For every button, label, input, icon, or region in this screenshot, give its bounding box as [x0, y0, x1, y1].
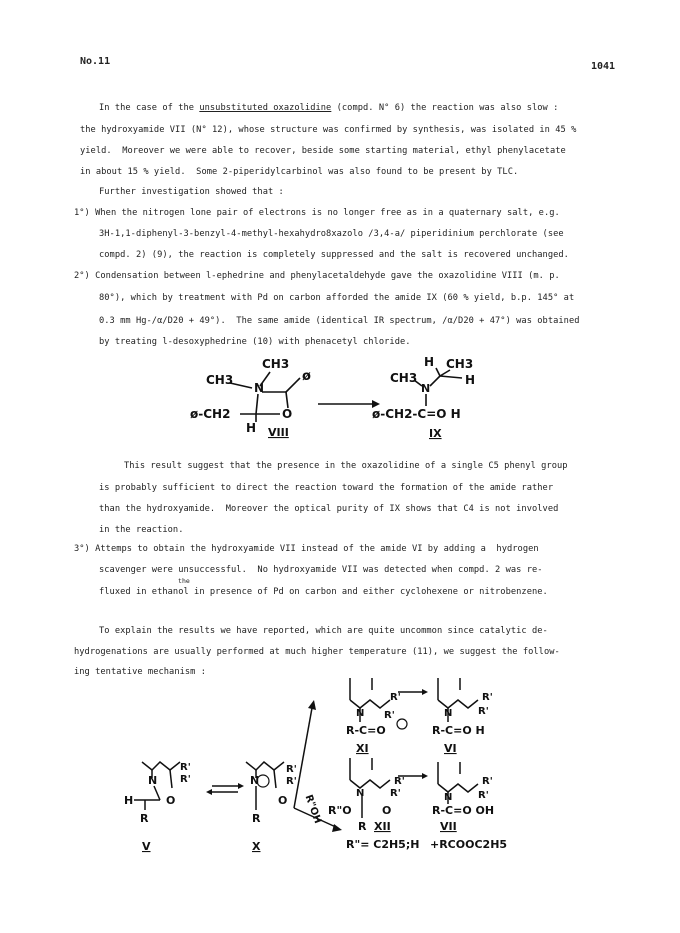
hydrogen-label: H: [246, 421, 257, 435]
r-prime-label: R': [286, 764, 297, 775]
text-line: 3°) Attemps to obtain the hydroxyamide VII instead of the amide VI by adding a hydrogen: [74, 544, 539, 554]
acyl-group-label: R-C=O H: [432, 724, 485, 737]
r-prime-label: R': [478, 706, 489, 717]
r-label: R: [358, 820, 367, 833]
alkoxy-label: R"O: [328, 804, 352, 817]
nitrogen-label: N: [250, 774, 260, 787]
compound-label-v: V: [142, 840, 151, 853]
ch3-label: CH3: [390, 371, 418, 385]
text-line: 0.3 mm Hg-/α/D20 + 49°). The same amide (identical IR spectrum, /α/D20 + 47°) was obtained: [99, 316, 580, 326]
text-line: To explain the results we have reported, which are quite uncommon since catalytic de-: [99, 626, 548, 636]
r-label: R: [140, 812, 149, 825]
text-line: Further investigation showed that :: [99, 187, 284, 197]
phenyl-methyl-label: ø-CH2: [190, 407, 231, 421]
text-line: This result suggest that the presence in the oxazolidine of a single C5 phenyl group: [124, 461, 568, 471]
text-line: 80°), which by treatment with Pd on carbon afforded the amide IX (60 % yield, b.p. 145° at: [99, 293, 575, 303]
text-line: fluxed in ethanol in presence of Pd on carbon and either cyclohexene or nitrobenzene.: [99, 587, 548, 597]
text-line: ing tentative mechanism :: [74, 667, 207, 677]
hydrogen-label: H: [124, 794, 134, 807]
text-line: hydrogenations are usually performed at much higher temperature (11), we suggest the follow-: [74, 647, 560, 657]
text-line: in about 15 % yield. Some 2-piperidylcarbinol was also found to be present by TLC.: [80, 167, 519, 177]
r-prime-label: R': [384, 710, 395, 721]
inserted-word: the: [178, 577, 190, 585]
text-line: In the case of the unsubstituted oxazolidine (compd. N° 6) the reaction was also slow :: [99, 103, 559, 113]
r-prime-label: R': [482, 776, 493, 787]
phenyl-label: ø: [302, 369, 311, 384]
compound-label-vi: VI: [444, 742, 457, 755]
reaction-scheme-viii-to-ix: [150, 352, 480, 444]
compound-label-ix: IX: [429, 427, 442, 440]
amide-chain-label: ø-CH2-C=O H: [372, 407, 461, 421]
compound-label-xi: XI: [356, 742, 369, 755]
r-prime-label: R': [394, 776, 405, 787]
acyl-group-label: R-C=O: [346, 724, 386, 737]
text-line: is probably sufficient to direct the reaction toward the formation of the amide rather: [99, 483, 554, 493]
oxygen-label: O: [282, 407, 293, 421]
text-line: yield. Moreover we were able to recover, beside some starting material, ethyl phenylacetate: [80, 146, 566, 156]
text-line: in the reaction.: [99, 525, 184, 535]
nitrogen-label: N: [356, 708, 365, 719]
mechanism-scheme: [120, 678, 550, 928]
text-line: 1°) When the nitrogen lone pair of electrons is no longer free as in a quaternary salt, e.g.: [74, 208, 560, 218]
nitrogen-label: N: [254, 381, 265, 395]
text-line: compd. 2) (9), the reaction is completely suppressed and the salt is recovered unchanged.: [99, 250, 569, 260]
text-line: 2°) Condensation between l-ephedrine and phenylacetaldehyde gave the oxazolidine VIII (m. p.: [74, 271, 560, 281]
ch3-label: CH3: [262, 357, 290, 371]
oxygen-label: O: [382, 804, 392, 817]
text-line: scavenger were unsuccessful. No hydroxyamide VII was detected when compd. 2 was re-: [99, 565, 543, 575]
nitrogen-label: N: [444, 792, 453, 803]
text-line: by treating l-desoxyphedrine (10) with phenacetyl chloride.: [99, 337, 411, 347]
nitrogen-label: N: [444, 708, 453, 719]
compound-label-vii: VII: [440, 820, 457, 833]
nitrogen-label: N: [421, 382, 431, 395]
page-number: 1041: [591, 61, 616, 72]
ch3-label: CH3: [446, 357, 474, 371]
hydrogen-label: H: [465, 373, 476, 387]
oxygen-label: O: [166, 794, 176, 807]
r-prime-label: R': [286, 776, 297, 787]
text-line: the hydroxyamide VII (N° 12), whose structure was confirmed by synthesis, was isolated in 45 %: [80, 125, 577, 135]
text-line: than the hydroxyamide. Moreover the optical purity of IX shows that C4 is not involved: [99, 504, 559, 514]
r-prime-label: R': [390, 788, 401, 799]
r-prime-label: R': [390, 692, 401, 703]
r-prime-label: R': [482, 692, 493, 703]
r-prime-label: R': [180, 762, 191, 773]
hydrogen-label: H: [424, 355, 435, 369]
ch3-label: CH3: [206, 373, 234, 387]
compound-label-x: X: [252, 840, 261, 853]
compound-label-xii: XII: [374, 820, 391, 833]
r-prime-label: R': [478, 790, 489, 801]
oxygen-label: O: [278, 794, 288, 807]
acyl-group-label: R-C=O OH: [432, 804, 495, 817]
nitrogen-label: N: [356, 788, 365, 799]
ester-byproduct-label: +RCOOC2H5: [430, 838, 508, 851]
compound-label-viii: VIII: [268, 426, 289, 439]
journal-issue: No.11: [80, 56, 111, 67]
nitrogen-label: N: [148, 774, 158, 787]
alcohol-reagent-label: R"OH: [302, 793, 324, 826]
r-label: R: [252, 812, 261, 825]
alkyl-definition-label: R"= C2H5;H: [346, 838, 420, 851]
r-prime-label: R': [180, 774, 191, 785]
text-line: 3H-1,1-diphenyl-3-benzyl-4-methyl-hexahydro8xazolo /3,4-a/ piperidinium perchlorate (see: [99, 229, 564, 239]
